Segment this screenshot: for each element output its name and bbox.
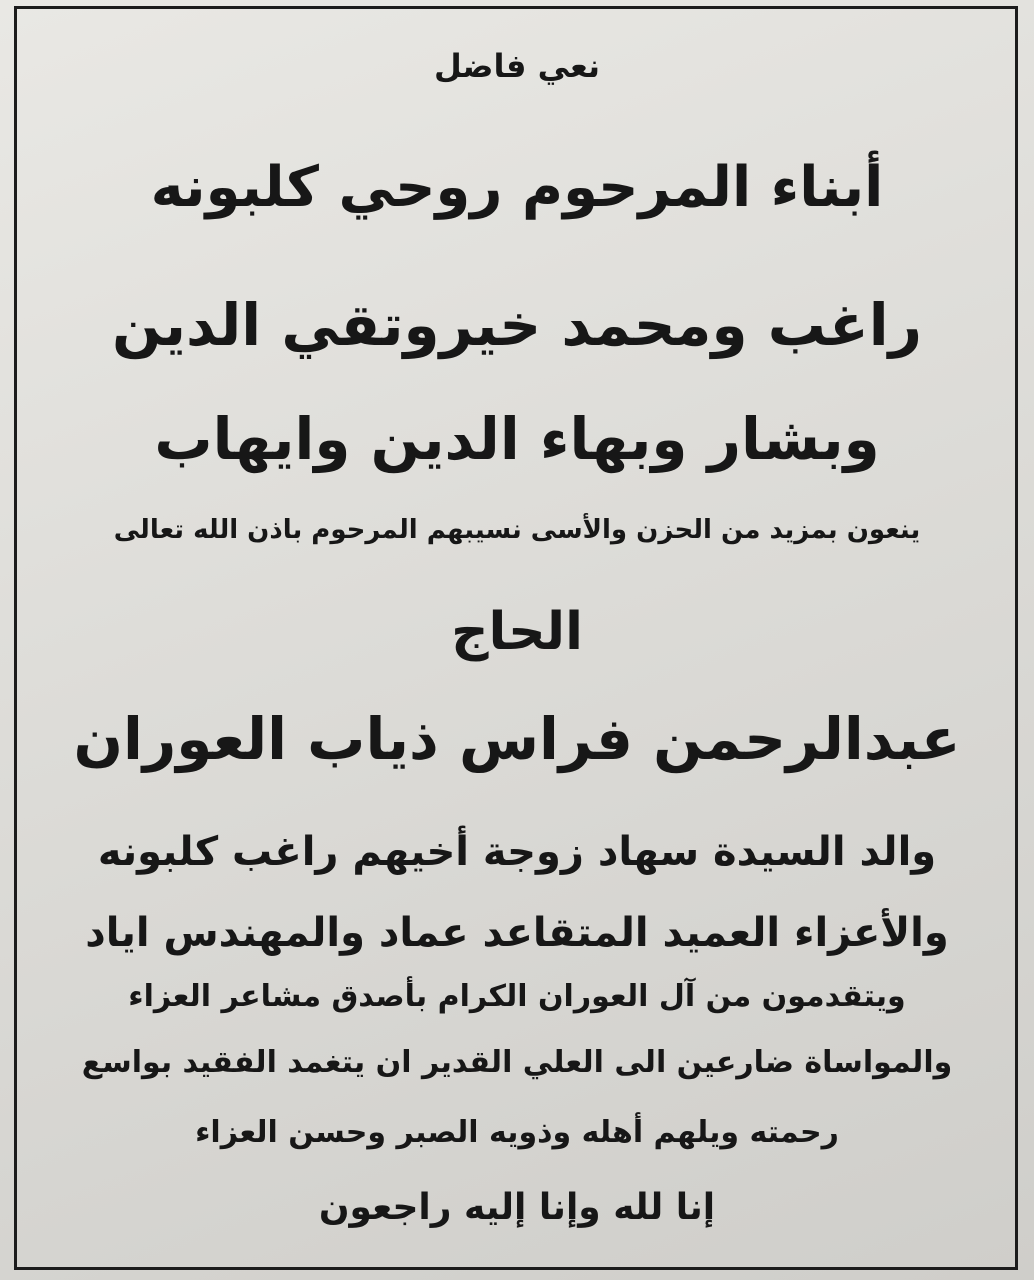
mourning-text: ينعون بمزيد من الحزن والأسى نسيبهم المرحوم باذن الله تعالى — [113, 515, 921, 545]
deceased-name: عبدالرحمن فراس ذياب العوران — [73, 705, 961, 773]
father-of-line: والد السيدة سهاد زوجة أخيهم راغب كلبونه — [97, 829, 937, 875]
obituary-intro: نعي فاضل — [433, 47, 601, 85]
deceased-title: الحاج — [451, 602, 583, 662]
condolence-line-1: ويتقدمون من آل العوران الكرام بأصدق مشاعر العزاء — [128, 979, 906, 1014]
condolence-line-3: رحمته ويلهم أهله وذويه الصبر وحسن العزاء — [195, 1115, 839, 1150]
closing-verse: إنا لله وإنا إليه راجعون — [318, 1187, 716, 1228]
sons-heading: أبناء المرحوم روحي كلبونه — [150, 155, 884, 220]
condolence-line-2: والمواساة ضارعين الى العلي القدير ان يتغمد الفقيد بواسع — [81, 1045, 953, 1080]
sons-names-line-2: وبشار وبهاء الدين وايهاب — [154, 405, 880, 473]
relatives-line: والأعزاء العميد المتقاعد عماد والمهندس اياد — [85, 910, 949, 956]
sons-names-line-1: راغب ومحمد خيروتقي الدين — [112, 291, 922, 359]
